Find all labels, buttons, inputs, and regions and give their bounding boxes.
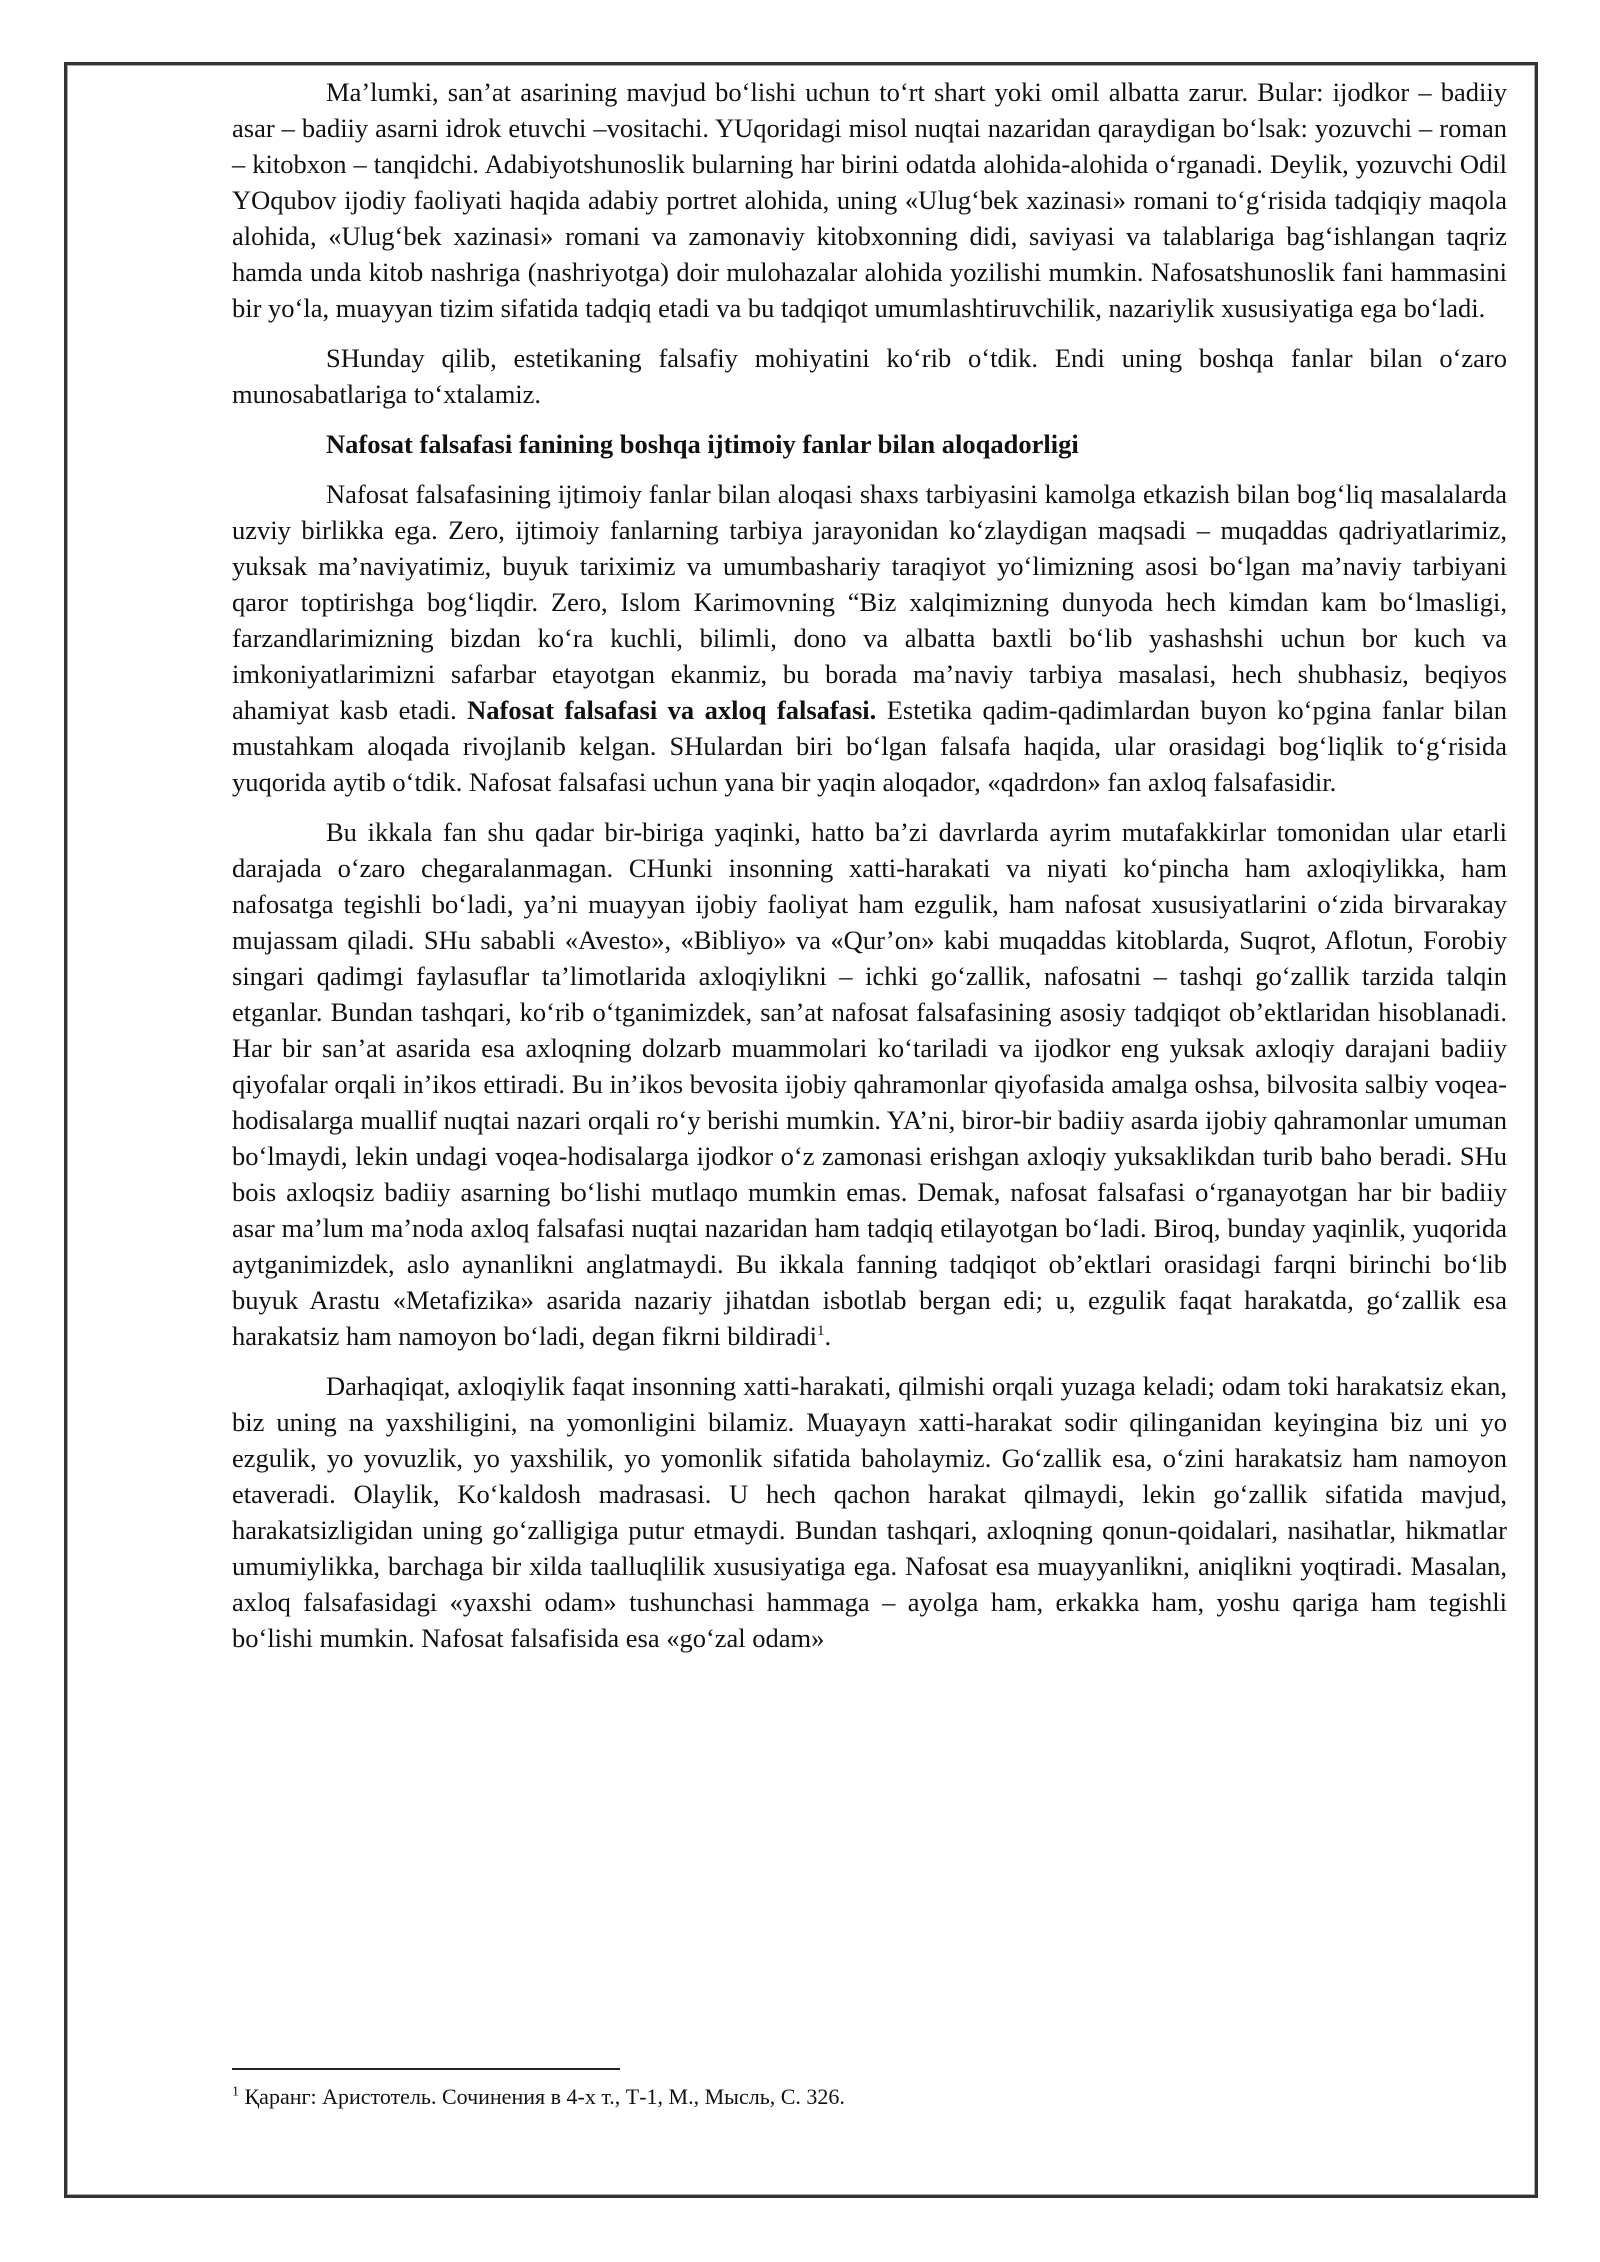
paragraph-3-text-b: Estetika qadim-qadimlardan buyon ko‘pgina fanlar bilan mustahkam aloqada rivojlanib kelgan. SHulardan biri bo‘lgan falsafa haqida, ular orasidagi bog‘liqlik to‘g‘risida yuqorida aytib o‘tdik. Nafosat falsafasi uchun yana bir yaqin aloqador, «qadrdon» fan axloq falsafasidir. [232,695,1508,797]
document-body [232,74,1507,1670]
paragraph-3-bold-heading: Nafosat falsafasi va axloq falsafasi. [467,695,877,725]
paragraph-3 [232,476,1507,800]
paragraph-5: Darhaqiqat, axloqiylik faqat insonning xatti-harakati, qilmishi orqali yuzaga keladi; odam toki harakatsiz ekan, biz uning na yaxshiligini, na yomonligini bilamiz. Muayayn xatti-harakat sodir qilinganidan keyingina biz uni yo ezgulik, yo yovuzlik, yo yaxshilik, yo yomonlik sifatida baholaymiz. Go‘zallik esa, o‘zini harakatsiz ham namoyon etaveradi. Olaylik, Ko‘kaldosh madrasasi. U hech qachon harakat qilmaydi, lekin go‘zallik sifatida mavjud, harakatsizligidan uning go‘zalligiga putur etmaydi. Bundan tashqari, axloqning qonun-qoidalari, nasihatlar, hikmatlar umumiylikka, barchaga bir xilda taalluqlilik xususiyatiga ega. Nafosat esa muayyanlikni, aniqlikni yoqtiradi. Masalan, axloq falsafasidagi «yaxshi odam» tushunchasi hammaga – ayolga ham, erkakka ham, yoshu qariga ham tegishli bo‘lishi mumkin. Nafosat falsafisida esa «go‘zal odam» [232,1371,1507,1653]
paragraph-4 [232,814,1507,1354]
footnote [232,2082,1507,2112]
paragraph-3-text-a: Nafosat falsafasining ijtimoiy fanlar bilan aloqasi shaxs tarbiyasini kamolga etkazish bilan bog‘liq masalalarda uzviy birlikka ega. Zero, ijtimoiy fanlarning tarbiya jarayonidan ko‘zlaydigan maqsadi – muqaddas qadriyatlarimiz, yuksak ma’naviyatimiz, buyuk tariximiz va umumbashariy taraqiyot yo‘limizning asosi bo‘lgan ma’naviy tarbiyani qaror toptirishga bog‘liqdir. Zero, Islom Karimovning “Biz xalqimizning dunyoda hech kimdan kam bo‘lmasligi, farzandlarimizning bizdan ko‘ra kuchli, bilimli, dono va albatta baxtli bo‘lib yashashshi uchun bor kuch va imkoniyatlarimizni safarbar etayotgan ekanmiz, bu borada ma’naviy tarbiya masalasi, hech shubhasiz, beqiyos ahamiyat kasb etadi. [232,479,1507,725]
footnote-text: Қаранг: Аристотель. Сочинения в 4-х т., Т-1, М., Мысль, С. 326. [239,2084,845,2109]
paragraph-2: SHunday qilib, estetikaning falsafiy mohiyatini ko‘rib o‘tdik. Endi uning boshqa fanlar bilan o‘zaro munosabatlariga to‘xtalamiz. [232,343,1507,409]
section-heading: Nafosat falsafasi fanining boshqa ijtimoiy fanlar bilan aloqadorligi [326,429,1079,459]
paragraph-4-text: Bu ikkala fan shu qadar bir-biriga yaqinki, hatto ba’zi davrlarda ayrim mutafakkirlar tomonidan ular etarli darajada o‘zaro chegaralanmagan. CHunki insonning xatti-harakati va niyati ko‘pincha ham axloqiylikka, ham nafosatga tegishli bo‘ladi, ya’ni muayyan ijobiy faoliyat ham ezgulik, ham nafosat xususiyatlarini o‘zida birvarakay mujassam qiladi. SHu sababli «Avesto», «Bibliyo» va «Qur’on» kabi muqaddas kitoblarda, Suqrot, Aflotun, Forobiy singari qadimgi faylasuflar ta’limotlarida axloqiylikni – ichki go‘zallik, nafosatni – tashqi go‘zallik tarzida talqin etganlar. Bundan tashqari, ko‘rib o‘tganimizdek, san’at nafosat falsafasining asosiy tadqiqot ob’ektlaridan hisoblanadi. Har bir san’at asarida esa axloqning dolzarb muammolari ko‘tariladi va ijodkor eng yuksak axloqiy darajani badiiy qiyofalar orqali in’ikos ettiradi. Bu in’ikos bevosita ijobiy qahramonlar qiyofasida amalga oshsa, bilvosita salbiy voqea-hodisalarga muallif nuqtai nazari orqali ro‘y berishi mumkin. YA’ni, biror-bir badiiy asarda ijobiy qahramonlar umuman bo‘lmaydi, lekin undagi voqea-hodisalarga ijodkor o‘z zamonasi erishgan axloqiy yuksaklikdan turib baho beradi. SHu bois axloqsiz badiiy asarning bo‘lishi mutlaqo mumkin emas. Demak, nafosat falsafasi o‘rganayotgan har bir badiiy asar ma’lum ma’noda axloq falsafasi nuqtai nazaridan ham tadqiq etilayotgan bo‘ladi. Biroq, bunday yaqinlik, yuqorida aytganimizdek, aslo aynanlikni anglatmaydi. Bu ikkala fanning tadqiqot ob’ektlari orasidagi farqni birinchi bo‘lib buyuk Arastu «Metafizika» asarida nazariy jihatdan isbotlab bergan edi; u, ezgulik faqat harakatda, go‘zallik esa harakatsiz ham namoyon bo‘ladi, degan fikrni bildiradi [232,817,1507,1351]
footnote-reference[interactable]: 1 [817,1323,825,1340]
footnote-marker: 1 [232,2084,239,2100]
paragraph-1: Ma’lumki, san’at asarining mavjud bo‘lishi uchun to‘rt shart yoki omil albatta zarur. Bular: ijodkor – badiiy asar – badiiy asarni idrok etuvchi –vositachi. YUqoridagi misol nuqtai nazaridan qaraydigan bo‘lsak: yozuvchi – roman – kitobxon – tanqidchi. Adabiyotshunoslik bularning har birini odatda alohida-alohida o‘rganadi. Deylik, yozuvchi Odil YOqubov ijodiy faoliyati haqida adabiy portret alohida, uning «Ulug‘bek xazinasi» romani to‘g‘risida tadqiqiy maqola alohida, «Ulug‘bek xazinasi» romani va zamonaviy kitobxonning didi, saviyasi va talablariga bag‘ishlangan taqriz hamda unda kitob nashriga (nashriyotga) doir mulohazalar alohida yozilishi mumkin. Nafosatshunoslik fani hammasini bir yo‘la, muayyan tizim sifatida tadqiq etadi va bu tadqiqot umumlashtiruvchilik, nazariylik xususiyatiga ega bo‘ladi. [232,77,1507,323]
paragraph-4-end: . [824,1321,832,1351]
footnote-separator [232,2068,620,2070]
